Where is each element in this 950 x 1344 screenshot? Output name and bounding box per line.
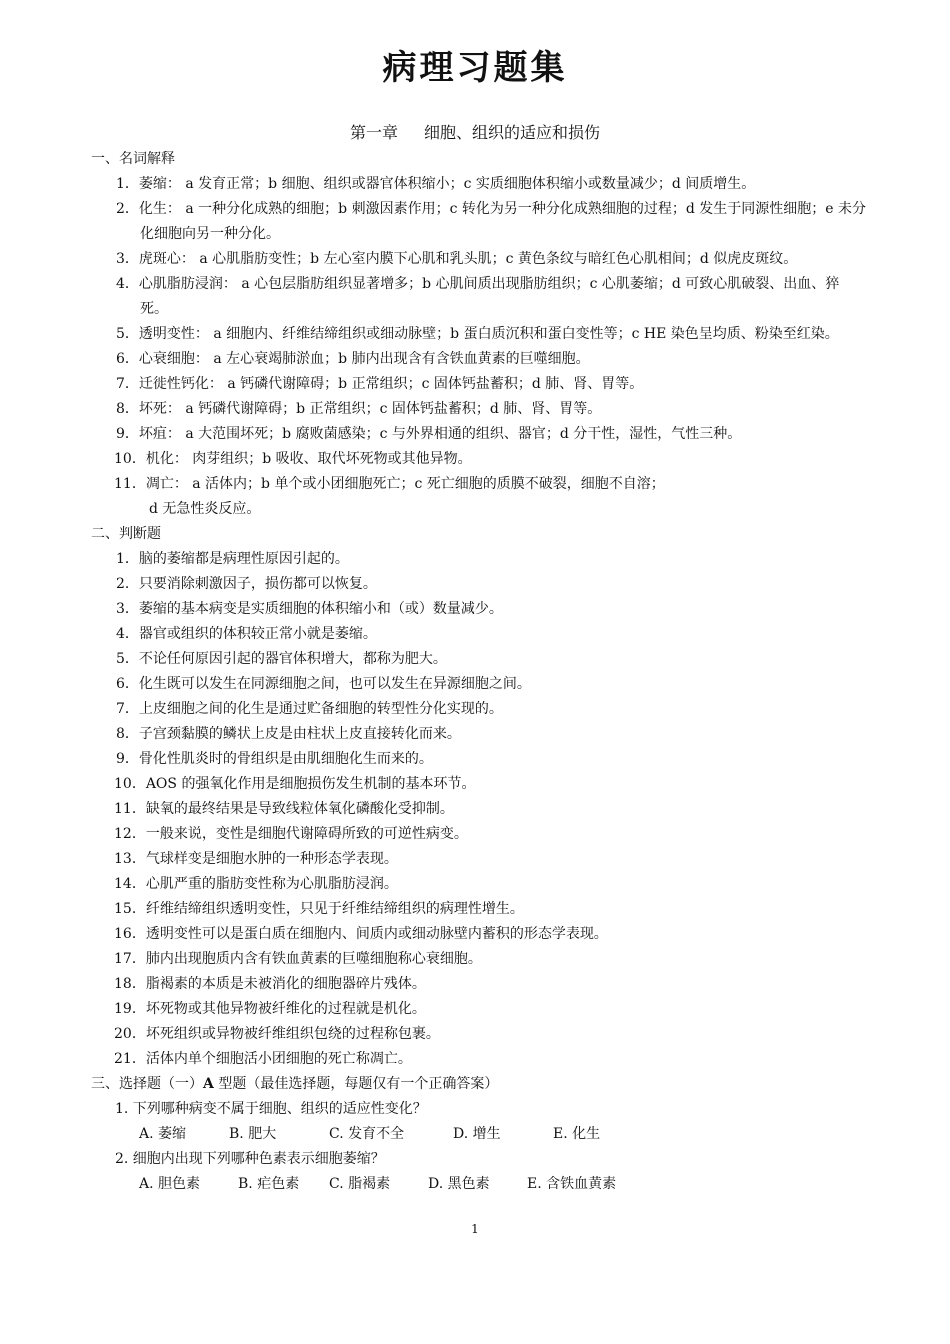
chapter-name: 细胞、组织的适应和损伤 <box>424 123 601 142</box>
judgement-item: 18．脂褐素的本质是未被消化的细胞器碎片残体。 <box>114 976 426 992</box>
section-heading <box>91 1072 866 1097</box>
judgement-item: 19．坏死物或其他异物被纤维化的过程就是机化。 <box>114 1001 426 1017</box>
term-item-continuation: d 无急性炎反应。 <box>149 501 261 517</box>
term-item: 4．心肌脂肪浸润： a 心包层脂肪组织显著增多；b 心肌间质出现脂肪组织；c 心肌萎缩；d 可致心肌破裂、出血、猝死。 <box>116 276 840 317</box>
judgement-item: 13．气球样变是细胞水肿的一种形态学表现。 <box>114 851 398 867</box>
chapter-number: 第一章 <box>349 123 398 142</box>
option-e: E. 化生 <box>553 1126 601 1142</box>
section-heading-prefix: 三、选择题（一） <box>91 1076 203 1092</box>
term-item: 9．坏疽： a 大范围坏死；b 腐败菌感染；c 与外界相通的组织、器官；d 分干性，湿性，气性三种。 <box>116 426 742 442</box>
section-heading: 二、判断题 <box>91 526 161 542</box>
choice-options <box>91 1122 866 1147</box>
section-heading-type: A <box>203 1076 214 1092</box>
option-b: B. 肥大 <box>229 1126 277 1142</box>
judgement-item: 17．肺内出现胞质内含有铁血黄素的巨噬细胞称心衰细胞。 <box>114 951 482 967</box>
section-heading: 一、名词解释 <box>91 151 175 167</box>
judgement-item: 7．上皮细胞之间的化生是通过贮备细胞的转型性分化实现的。 <box>116 701 503 717</box>
judgement-item: 9．骨化性肌炎时的骨组织是由肌细胞化生而来的。 <box>116 751 433 767</box>
term-item: 2．化生： a 一种分化成熟的细胞；b 刺激因素作用；c 转化为另一种分化成熟细胞的过程；d 发生于同源性细胞；e 未分化细胞向另一种分化。 <box>116 201 867 242</box>
option-c: C. 发育不全 <box>329 1126 405 1142</box>
term-item: 6．心衰细胞： a 左心衰竭肺淤血；b 肺内出现含有含铁血黄素的巨噬细胞。 <box>116 351 590 367</box>
term-item: 7．迁徙性钙化： a 钙磷代谢障碍；b 正常组织；c 固体钙盐蓄积；d 肺、肾、胃等。 <box>116 376 644 392</box>
page-number: 1 <box>471 1222 479 1236</box>
option-e: E. 含铁血黄素 <box>527 1176 617 1192</box>
term-item: 8．坏死： a 钙磷代谢障碍；b 正常组织；c 固体钙盐蓄积；d 肺、肾、胃等。 <box>116 401 602 417</box>
judgement-item: 20．坏死组织或异物被纤维组织包绕的过程称包裹。 <box>114 1026 440 1042</box>
judgement-item: 1．脑的萎缩都是病理性原因引起的。 <box>116 551 349 567</box>
document-title: 病理习题集 <box>382 48 568 88</box>
judgement-item: 6．化生既可以发生在同源细胞之间，也可以发生在异源细胞之间。 <box>116 676 531 692</box>
option-d: D. 增生 <box>453 1126 501 1142</box>
judgement-item: 4．器官或组织的体积较正常小就是萎缩。 <box>116 626 377 642</box>
judgement-item: 10．AOS 的强氧化作用是细胞损伤发生机制的基本环节。 <box>114 776 476 792</box>
option-b: B. 疟色素 <box>238 1176 300 1192</box>
judgement-item: 15．纤维结缔组织透明变性，只见于纤维结缔组织的病理性增生。 <box>114 901 524 917</box>
chapter-heading <box>0 120 950 143</box>
judgement-item: 5．不论任何原因引起的器官体积增大，都称为肥大。 <box>116 651 447 667</box>
term-item: 1．萎缩： a 发育正常；b 细胞、组织或器官体积缩小；c 实质细胞体积缩小或数量减少；d 间质增生。 <box>116 176 756 192</box>
judgement-item: 21．活体内单个细胞活小团细胞的死亡称凋亡。 <box>114 1051 412 1067</box>
option-a: A. 萎缩 <box>139 1126 187 1142</box>
option-d: D. 黑色素 <box>428 1176 490 1192</box>
choice-question: 2. 细胞内出现下列哪种色素表示细胞萎缩？ <box>115 1151 385 1167</box>
option-a: A. 胆色素 <box>139 1176 201 1192</box>
section-heading-suffix: 型题（最佳选择题，每题仅有一个正确答案） <box>213 1076 499 1092</box>
term-item: 10．机化： 肉芽组织；b 吸收、取代坏死物或其他异物。 <box>114 451 472 467</box>
judgement-item: 16．透明变性可以是蛋白质在细胞内、间质内或细动脉壁内蓄积的形态学表现。 <box>114 926 608 942</box>
document-body <box>91 147 866 1197</box>
judgement-item: 12．一般来说，变性是细胞代谢障碍所致的可逆性病变。 <box>114 826 468 842</box>
judgement-item: 2．只要消除刺激因子，损伤都可以恢复。 <box>116 576 377 592</box>
judgement-item: 11．缺氧的最终结果是导致线粒体氧化磷酸化受抑制。 <box>114 801 454 817</box>
term-item: 3．虎斑心： a 心肌脂肪变性；b 左心室内膜下心肌和乳头肌；c 黄色条纹与暗红色心肌相间；d 似虎皮斑纹。 <box>116 251 798 267</box>
choice-options <box>91 1172 866 1197</box>
judgement-item: 14．心肌严重的脂肪变性称为心肌脂肪浸润。 <box>114 876 398 892</box>
term-item: 11．凋亡： a 活体内；b 单个或小团细胞死亡；c 死亡细胞的质膜不破裂，细胞不自溶； <box>114 476 665 492</box>
choice-question: 1. 下列哪种病变不属于细胞、组织的适应性变化？ <box>115 1101 427 1117</box>
judgement-item: 8．子宫颈黏膜的鳞状上皮是由柱状上皮直接转化而来。 <box>116 726 461 742</box>
term-item: 5．透明变性： a 细胞内、纤维结缔组织或细动脉壁；b 蛋白质沉积和蛋白变性等；c HE 染色呈均质、粉染至红染。 <box>116 326 839 342</box>
option-c: C. 脂褐素 <box>329 1176 391 1192</box>
judgement-item: 3．萎缩的基本病变是实质细胞的体积缩小和（或）数量减少。 <box>116 601 503 617</box>
